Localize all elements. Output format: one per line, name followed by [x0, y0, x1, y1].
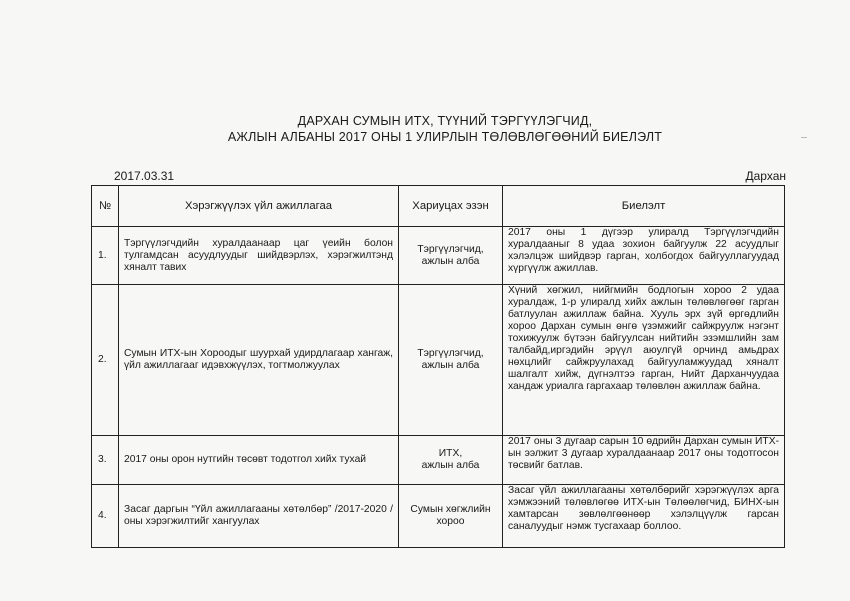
column-header-responsible: Хариуцах эзэн	[399, 186, 503, 227]
row-responsible	[399, 227, 503, 285]
row-number: 3.	[92, 436, 119, 485]
responsible-line: Сумын хөгжлийн	[410, 504, 491, 515]
row-activity: Тэргүүлэгчдийн хуралдаанаар цаг үеийн болон тулгамдсан асуудлуудыг шийдвэрлэх, хэрэгжилтэнд хяналт тавих	[119, 227, 399, 285]
row-responsible	[399, 485, 503, 548]
document-title-line1: ДАРХАН СУМЫН ИТХ, ТҮҮНИЙ ТЭРГҮҮЛЭГЧИД,	[297, 114, 593, 128]
row-responsible	[399, 436, 503, 485]
row-result: Хүний хөгжил, нийгмийн бодлогын хороо 2 удаа хуралдаж, 1-р улиралд хийх ажлын төлөвлөгөөг гарган батлуулан ажиллаж байна. Хууль эрх зүй өргөдлийн хороо Дархан сумын өнгө үзэмжийг сайжруулж нэгэнт тохижуулж бүтээн байгуулсан нийтийн эзэмшлийн зам талбайд,иргэдийн эрүүл аюулгүй орчинд амьдрах нөхцлийг сайжруулахад байгууламжуудад хяналт шалгалт хийж, дүгнэлтээ гарган, Нийт Дарханчуудаа хандаж уриалга гаргахаар төлөвлөн ажиллаж байна.	[503, 285, 785, 436]
column-header-activity: Хэрэгжүүлэх үйл ажиллагаа	[119, 186, 399, 227]
table-row	[92, 485, 785, 548]
table-row	[92, 285, 785, 436]
row-number: 1.	[92, 227, 119, 285]
responsible-line: ажлын алба	[421, 460, 480, 471]
row-result: Засаг үйл ажиллагааны хөтөлбөрийг хэрэгжүүлэх арга хэмжээний төлөвлөгөө ИТХ-ын Төлөөлөгчид, БИНХ-ын хамтарсан зөвлөлгөөнөөр хэлэлцүүлж гарсан саналуудыг нэмж тусгахаар боллоо.	[503, 485, 785, 548]
document-date: 2017.03.31	[114, 169, 175, 183]
row-result: 2017 оны 3 дугаар сарын 10 өдрийн Дархан сумын ИТХ-ын ээлжит 3 дугаар хуралдаанаар 2017 оны тодотгосон төсвийг батлав.	[503, 436, 785, 485]
responsible-line: ажлын алба	[421, 360, 480, 371]
column-header-result: Биелэлт	[503, 186, 785, 227]
row-result: 2017 оны 1 дүгээр улиралд Тэргүүлэгчдийн хуралдааныг 8 удаа зохион байгуулж 22 асуудлыг хэлэлцэж шийдвэр гарган, холбогдох байгууллагуудад хүргүүлж ажиллав.	[503, 227, 785, 285]
document-title-line2: АЖЛЫН АЛБАНЫ 2017 ОНЫ 1 УЛИРЛЫН ТӨЛӨВЛӨГӨӨНИЙ БИЕЛЭЛТ	[227, 130, 663, 144]
row-activity: 2017 оны орон нутгийн төсөвт тодотгол хийх тухай	[119, 436, 399, 485]
responsible-line: ажлын алба	[421, 255, 480, 267]
table-row	[92, 436, 785, 485]
row-responsible	[399, 285, 503, 436]
row-number: 4.	[92, 485, 119, 548]
table-header-row	[92, 186, 785, 227]
table-row	[92, 227, 785, 285]
responsible-line: Тэргүүлэгчид,	[417, 348, 484, 359]
column-header-number: №	[92, 186, 119, 227]
row-activity: Сумын ИТХ-ын Хороодыг шуурхай удирдлагаар хангаж, үйл ажиллагааг идэвхжүүлэх, тогтмолжуулах	[119, 285, 399, 436]
responsible-line: хороо	[436, 516, 465, 527]
row-number: 2.	[92, 285, 119, 436]
row-activity: Засаг даргын “Үйл ажиллагааны хөтөлбөр” /2017-2020 / оны хэрэгжилтийг хангуулах	[119, 485, 399, 548]
report-table	[91, 185, 785, 548]
responsible-line: ИТХ,	[438, 448, 463, 459]
document-place: Дархан	[745, 169, 786, 183]
responsible-line: Тэргүүлэгчид,	[417, 243, 484, 255]
